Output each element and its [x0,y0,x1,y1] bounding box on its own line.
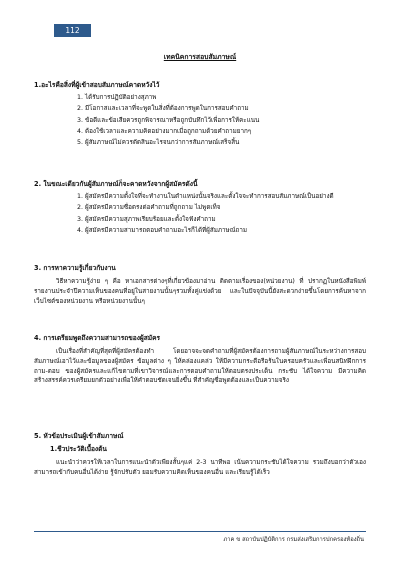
section-expectations-interviewer [34,180,366,238]
page-number-badge: 112 [54,24,91,37]
paragraph: แนะนำว่าควรให้เวลาในการแนะนำตัวเพียงสั้นๆแค่ 2-3 นาทีพอ เน้นความกระชับได้ใจความ รวมถึงบอกว่าตัวเองสามารถเข้ากับคนอื่นได้ง่าย รู้จักปรับตัว ยอมรับความคิดเห็นของคนอื่น และเรียนรู้ได้เร็ว [34,459,366,477]
section-expectations-candidate [34,81,366,150]
section-ability-preparation [34,334,366,386]
section-heading: 1.อะไรคือสิ่งที่ผู้เข้าสอบสัมภาษณ์คาดหวังไว้ [34,81,160,89]
list-item: 4. ผู้สมัครมีความสามารถตอบคำถามอะไรก็ได้ที่ผู้สัมภาษณ์ถาม [77,226,248,234]
expectation-list [34,193,366,235]
document-title: เทคนิคการสอบสัมภาษณ์ [163,53,237,61]
list-item: 1. ผู้สมัครมีความตั้งใจที่จะทำงานในตำแหน่งนั้นจริงและตั้งใจจะทำการสอบสัมภาษณ์เป็นอย่างดี [77,193,334,201]
section-heading: 4. การเตรียมพูดถึงความสามารถของผู้สมัคร [34,334,161,342]
paragraph: เป็นเรื่องที่สำคัญที่สุดที่ผู้สมัครต้องทำ โดยอาจจะจดคำถามที่ผู้สมัครต้องการถามผู้สัมภาษณ์ในระหว่างการสอบสัมภาษณ์เอาไว้และข้อมูลของผู้สมัคร ข้อมูลต่าง ๆ ให้คล่องแคล่ว ให้มีความกระตือรือร้นในครอบครัวและเพื่อนสนิทฝึกการถาม-ตอบ ของผู้สมัครและแก้ไขตามที่เขาวิจารณ์และการตอบคำถามให้ตอบตรงประเด็น กระชับ ได้ใจความ มีความคิดสร้างสรรค์ควรเตรียมยกตัวอย่างเพื่อให้คำตอบชัดเจนยิ่งขึ้น ที่สำคัญซื่อพูดต้องและเป็นความจริง [34,348,366,385]
list-item: 1. ได้รับการปฏิบัติอย่างสุภาพ [77,94,157,102]
section-job-knowledge [34,264,366,306]
section-evaluation-topics [34,432,366,478]
list-item: 4. ต้องใช้เวลาและความคิดอย่างมากเมื่อถูกถามด้วยคำถามยากๆ [77,127,252,135]
section-heading: 3. การหาความรู้เกี่ยวกับงาน [34,264,116,272]
paragraph: วิธีหาความรู้ง่าย ๆ คือ หาเอกสารต่างๆที่เกี่ยวข้องมาอ่าน ติดตามเรื่องของ(หน่วยงาน) ที่ ปรากฏในหนังสือพิมพ์รายงานประจำปีความเห็นของคนที่อยู่ในสายงานนั้นๆรวมทั้งคู่แข่งด้วย และในปัจจุบันนี้ยังสะดวกง่ายขึ้นโดยการค้นหาจากเว็บไซต์ของหน่วยงาน หรือหน่วยงานนั้นๆ [34,278,366,305]
section-heading: 2. ในขณะเดียวกันผู้สัมภาษณ์ก็จะคาดหวังจากผู้สมัครดังนี้ [34,180,198,188]
list-item: 3. ผู้สมัครมีความสุภาพเรียบร้อยและตั้งใจฟังคำถาม [77,215,216,223]
list-item: 3. ข้อดีและข้อเสียควรถูกพิจารณาหรือถูกบันทึกไว้เพื่อการให้คะแนน [77,116,260,124]
footer-divider [34,531,366,532]
list-item: 5. ผู้สัมภาษณ์ไม่ควรตัดสินอะไรจนกว่าการสัมภาษณ์เสร็จสิ้น [77,139,240,147]
list-item: 2. มีโอกาสและเวลาที่จะพูดในสิ่งที่ต้องการพูดในการสอบคำถาม [77,105,249,113]
list-item: 2. ผู้สมัครมีความซื่อตรงต่อคำถามที่ถูกถาม ไม่พูดเท็จ [77,204,221,212]
section-heading: 5. หัวข้อประเมินผู้เข้าสัมภาษณ์ [34,432,124,440]
subsection-heading: 1.ชีวประวัติเบื้องต้น [50,445,107,454]
page-footer: ภาค ข สถาบันปฏิบัติการ กรมส่งเสริมการปกครองท้องถิ่น [223,537,364,543]
expectation-list [34,94,366,147]
